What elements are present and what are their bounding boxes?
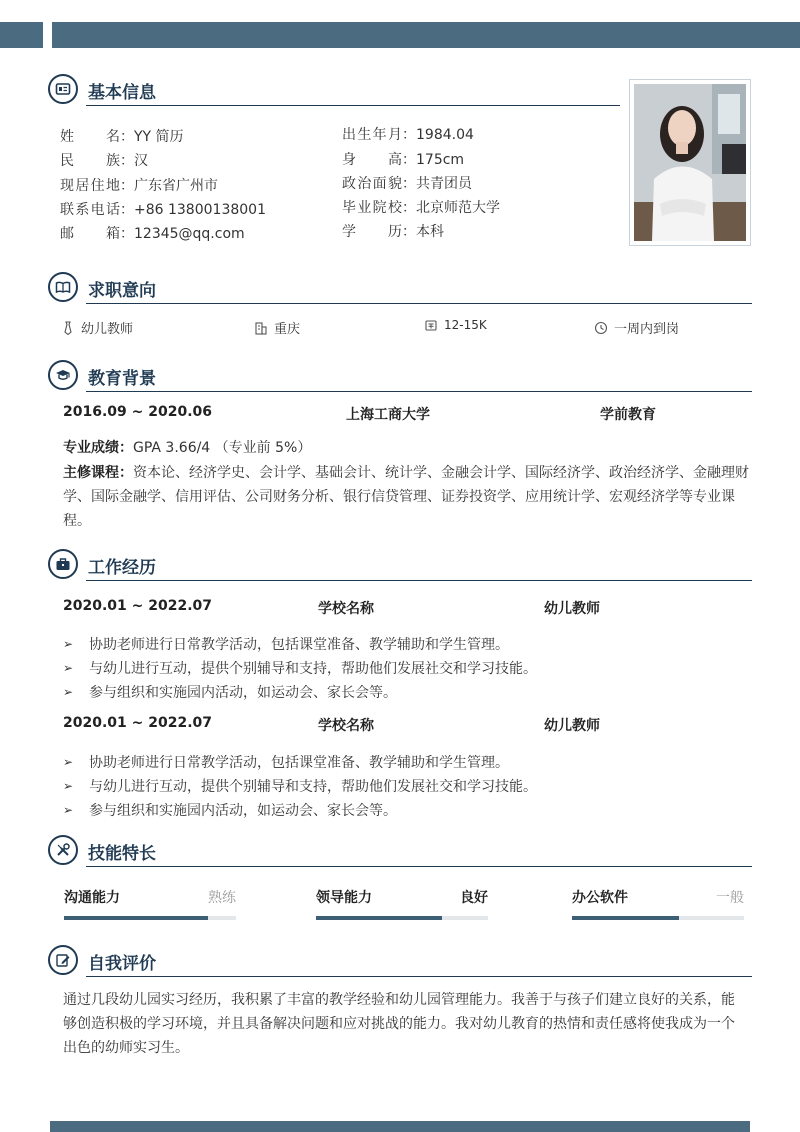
info-label: 毕业院校 <box>342 200 402 216</box>
id-card-icon <box>48 74 78 104</box>
tools-icon <box>48 835 78 865</box>
edu-school: 上海工商大学 <box>346 407 430 423</box>
intent-salary <box>424 318 487 332</box>
edu-gpa-value: GPA 3.66/4 （专业前 5%） <box>133 440 312 456</box>
bullet-text: 协助老师进行日常教学活动，包括课堂准备、教学辅助和学生管理。 <box>89 637 509 653</box>
job-bullet <box>63 800 397 820</box>
section-title: 工作经历 <box>88 558 156 578</box>
section-title: 教育背景 <box>88 369 156 389</box>
info-value: 175cm <box>416 152 465 168</box>
section-title: 求职意向 <box>88 281 156 301</box>
info-label: 现居住地 <box>60 178 120 194</box>
section-title: 技能特长 <box>88 844 156 864</box>
info-phone: 联系电话：+86 13800138001 <box>60 199 266 219</box>
info-label: 身高 <box>342 152 402 168</box>
arrow-icon: ➢ <box>63 637 74 651</box>
info-label: 学历 <box>342 224 402 240</box>
intent-availability <box>594 318 679 337</box>
info-name: 姓名：YY 简历 <box>60 126 184 146</box>
skill-track <box>572 916 744 920</box>
info-label: 民族 <box>60 153 120 169</box>
tie-icon <box>61 321 75 335</box>
section-divider <box>86 580 752 581</box>
bullet-text: 与幼儿进行互动，提供个别辅导和支持，帮助他们发展社交和学习技能。 <box>89 779 537 795</box>
section-divider <box>86 391 752 392</box>
info-value: 12345@qq.com <box>134 226 245 242</box>
wallet-icon <box>424 318 438 332</box>
info-value: YY 简历 <box>134 129 184 145</box>
skill-fill <box>316 916 442 920</box>
briefcase-icon <box>48 549 78 579</box>
arrow-icon: ➢ <box>63 779 74 793</box>
edu-gpa <box>63 436 753 460</box>
arrow-icon: ➢ <box>63 661 74 675</box>
job-role: 幼儿教师 <box>544 718 600 734</box>
arrow-icon: ➢ <box>63 755 74 769</box>
edit-icon <box>48 945 78 975</box>
section-self-evaluation <box>48 945 752 977</box>
info-email: 邮箱：12345@qq.com <box>60 223 245 243</box>
skill-track <box>64 916 236 920</box>
skill-name: 办公软件 <box>572 890 628 906</box>
section-divider <box>86 303 752 304</box>
job-bullet <box>63 658 537 678</box>
profile-photo <box>629 79 751 246</box>
edu-major: 学前教育 <box>600 407 656 423</box>
section-title: 自我评价 <box>88 954 156 974</box>
info-ethnicity: 民族：汉 <box>60 150 148 170</box>
top-bar-right <box>52 22 800 48</box>
info-value: 本科 <box>416 224 444 240</box>
job-period: 2020.01 ~ 2022.07 <box>63 598 213 614</box>
graduation-cap-icon <box>48 360 78 390</box>
section-title: 基本信息 <box>88 83 156 103</box>
skill-name: 领导能力 <box>316 890 372 906</box>
bullet-text: 与幼儿进行互动，提供个别辅导和支持，帮助他们发展社交和学习技能。 <box>89 661 537 677</box>
edu-period: 2016.09 ~ 2020.06 <box>63 404 213 420</box>
info-label: 联系电话 <box>60 202 120 218</box>
info-degree: 学历：本科 <box>342 221 444 241</box>
edu-courses-value: 资本论、经济学史、会计学、基础会计、统计学、金融会计学、国际经济学、政治经济学、金融理财学、国际金融学、信用评估、公司财务分析、银行信贷管理、证券投资学、应用统计学、宏观经济学等专业课程。 <box>63 465 749 529</box>
bullet-text: 参与组织和实施园内活动，如运动会、家长会等。 <box>89 685 397 701</box>
skill-level: 良好 <box>460 890 488 906</box>
job-role: 幼儿教师 <box>544 601 600 617</box>
section-education <box>48 360 752 392</box>
info-value: 1984.04 <box>416 127 474 143</box>
bottom-bar <box>50 1121 750 1132</box>
info-value: 共青团员 <box>416 176 472 192</box>
clock-icon <box>594 321 608 335</box>
skill-item <box>572 887 744 923</box>
section-divider <box>86 866 752 867</box>
bullet-text: 协助老师进行日常教学活动，包括课堂准备、教学辅助和学生管理。 <box>89 755 509 771</box>
job-bullet <box>63 634 509 654</box>
book-icon <box>48 272 78 302</box>
arrow-icon: ➢ <box>63 685 74 699</box>
bullet-text: 参与组织和实施园内活动，如运动会、家长会等。 <box>89 803 397 819</box>
job-company: 学校名称 <box>318 718 374 734</box>
skill-name: 沟通能力 <box>64 890 120 906</box>
intent-salary-value: 12-15K <box>444 318 487 332</box>
edu-gpa-label: 专业成绩： <box>63 440 133 456</box>
skill-fill <box>64 916 208 920</box>
info-birth: 出生年月：1984.04 <box>342 124 474 144</box>
skill-level: 一般 <box>716 890 744 906</box>
job-bullet <box>63 682 397 702</box>
info-value: 汉 <box>134 153 148 169</box>
info-label: 政治面貌 <box>342 176 402 192</box>
info-label: 邮箱 <box>60 226 120 242</box>
section-divider <box>86 105 620 106</box>
arrow-icon: ➢ <box>63 803 74 817</box>
job-period: 2020.01 ~ 2022.07 <box>63 715 213 731</box>
top-bar-left <box>0 22 43 48</box>
info-political: 政治面貌：共青团员 <box>342 173 472 193</box>
edu-courses <box>63 461 749 533</box>
skill-item <box>316 887 488 923</box>
section-divider <box>86 976 752 977</box>
section-job-intent <box>48 272 752 304</box>
intent-position-value: 幼儿教师 <box>81 322 134 337</box>
skill-level: 熟练 <box>208 890 236 906</box>
intent-city <box>254 318 300 337</box>
section-basic-info <box>48 74 620 106</box>
job-bullet <box>63 776 537 796</box>
info-value: +86 13800138001 <box>134 202 266 218</box>
edu-courses-label: 主修课程： <box>63 465 133 481</box>
info-residence: 现居住地：广东省广州市 <box>60 175 218 195</box>
job-company: 学校名称 <box>318 601 374 617</box>
info-height: 身高：175cm <box>342 149 464 169</box>
info-label: 姓名 <box>60 129 120 145</box>
info-value: 北京师范大学 <box>416 200 500 216</box>
skill-fill <box>572 916 679 920</box>
info-label: 出生年月 <box>342 127 402 143</box>
skill-item <box>64 887 236 923</box>
self-evaluation-text: 通过几段幼儿园实习经历，我积累了丰富的教学经验和幼儿园管理能力。我善于与孩子们建立良好的关系，能够创造积极的学习环境，并且具备解决问题和应对挑战的能力。我对幼儿教育的热情和责任感将使我成为一个出色的幼师实习生。 <box>63 992 735 1056</box>
intent-availability-value: 一周内到岗 <box>614 322 680 337</box>
section-skills <box>48 835 752 867</box>
building-icon <box>254 321 268 335</box>
section-work <box>48 549 752 581</box>
info-school: 毕业院校：北京师范大学 <box>342 197 500 217</box>
info-value: 广东省广州市 <box>134 178 218 194</box>
skill-track <box>316 916 488 920</box>
job-bullet <box>63 752 509 772</box>
intent-position <box>61 318 133 337</box>
intent-city-value: 重庆 <box>274 322 301 337</box>
